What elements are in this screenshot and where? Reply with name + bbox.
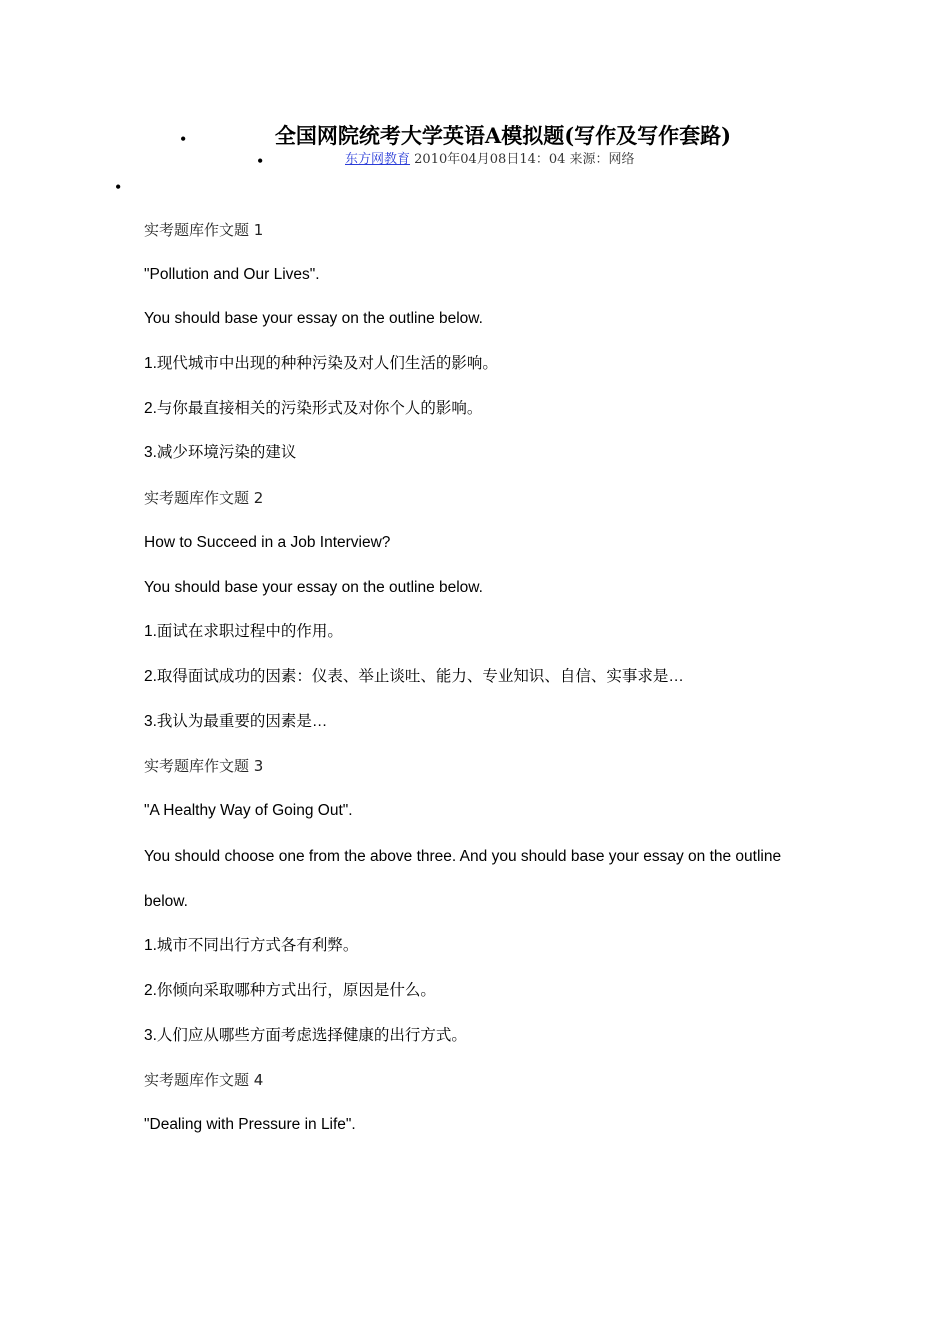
title-bullet: • bbox=[180, 129, 187, 149]
outline-item: 1.城市不同出行方式各有利弊。 bbox=[144, 937, 359, 955]
page-title: 全国网院统考大学英语A模拟题(写作及写作套路) bbox=[274, 123, 732, 148]
topic-4 bbox=[144, 1069, 844, 1136]
outline-item: 2.你倾向采取哪种方式出行，原因是什么。 bbox=[144, 982, 436, 999]
outline-item: 1.面试在求职过程中的作用。 bbox=[144, 623, 343, 641]
outline-item: 3.我认为最重要的因素是… bbox=[144, 712, 328, 730]
topic-heading: 实考题库作文题 3 bbox=[144, 757, 264, 776]
topic-title: How to Succeed in a Job Interview? bbox=[144, 533, 391, 551]
outline-item: 2.取得面试成功的因素：仪表、举止谈吐、能力、专业知识、自信、实事求是… bbox=[144, 667, 684, 685]
meta-bullet: • bbox=[257, 151, 264, 171]
outline-item: 1.现代城市中出现的种种污染及对人们生活的影响。 bbox=[144, 355, 498, 373]
article-meta bbox=[345, 151, 635, 169]
empty-bullet: • bbox=[115, 177, 122, 197]
instruction-text: You should choose one from the above three. And you should base your essay on the outline below. bbox=[144, 847, 782, 910]
topic-title: "Dealing with Pressure in Life". bbox=[144, 1116, 356, 1134]
instruction-text: You should base your essay on the outline below. bbox=[144, 310, 483, 328]
topic-heading: 实考题库作文题 1 bbox=[144, 221, 264, 239]
instruction-text: You should base your essay on the outline below. bbox=[144, 578, 483, 596]
topic-3 bbox=[144, 755, 844, 1046]
topic-1 bbox=[144, 219, 844, 464]
article-body bbox=[144, 219, 844, 1153]
topic-2 bbox=[144, 487, 844, 732]
outline-item: 3.人们应从哪些方面考虑选择健康的出行方式。 bbox=[144, 1026, 467, 1044]
topic-title: "Pollution and Our Lives". bbox=[144, 265, 320, 283]
topic-heading: 实考题库作文题 2 bbox=[144, 489, 264, 508]
source-link[interactable]: 东方网教育 bbox=[345, 152, 411, 167]
outline-item: 2.与你最直接相关的污染形式及对你个人的影响。 bbox=[144, 399, 483, 417]
topic-heading: 实考题库作文题 4 bbox=[144, 1071, 264, 1090]
topic-title: "A Healthy Way of Going Out". bbox=[144, 801, 353, 819]
date-source: 2010年04月08日14：04 来源：网络 bbox=[410, 152, 635, 167]
outline-item: 3.减少环境污染的建议 bbox=[144, 444, 297, 462]
